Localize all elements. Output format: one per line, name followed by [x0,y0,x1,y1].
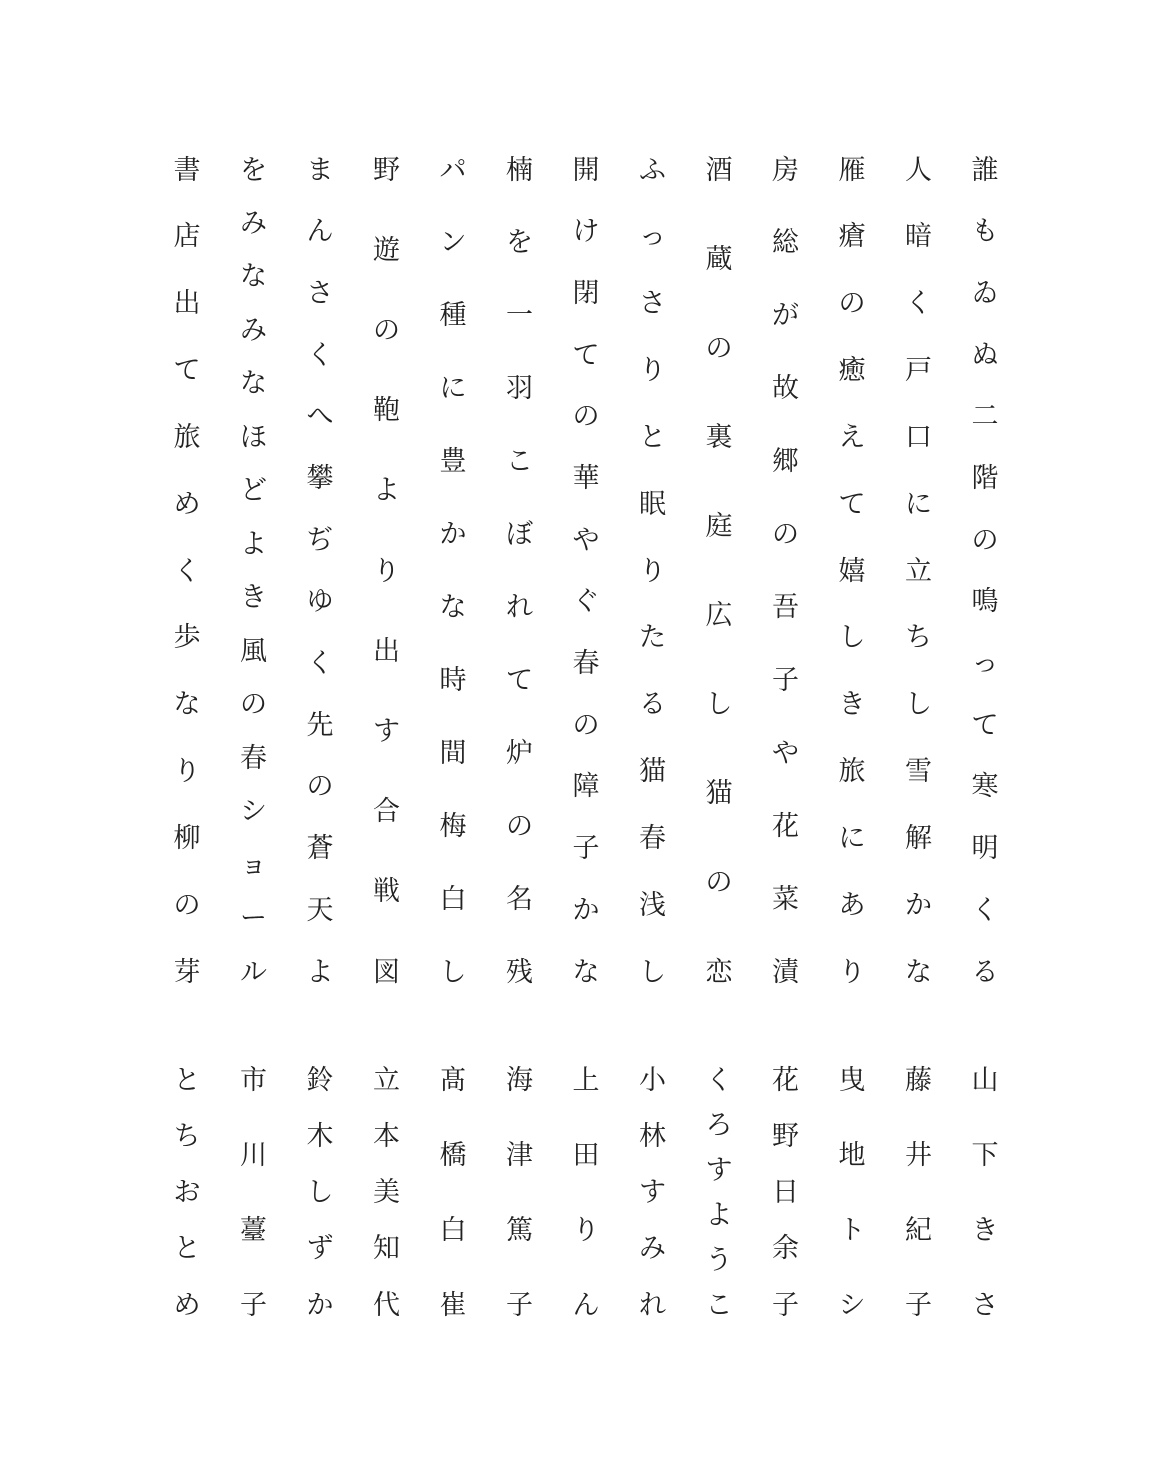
haiku-author-char: 篤 [506,1214,533,1246]
haiku-poem-char: く [905,288,932,320]
haiku-poem-char: し [639,956,666,988]
haiku-author-char: ろ [705,1109,733,1141]
haiku-poem-char: て [838,488,866,520]
haiku-poem-char: 庭 [705,510,733,542]
haiku-poem-char: あ [838,889,866,921]
haiku-author-char: ト [838,1214,866,1246]
haiku-author-char: う [705,1244,733,1276]
haiku-poem-char: 出 [373,635,400,667]
haiku-poem-char: シ [240,796,267,828]
haiku-poem-char: よ [240,528,267,560]
haiku-poem-char: ル [240,956,267,988]
haiku-author-char: れ [639,1289,666,1321]
haiku-poem-char: ほ [240,421,267,453]
haiku-author-char: 小 [639,1064,666,1096]
haiku-poem-char: こ [506,446,533,478]
haiku-poem-char: を [240,154,267,186]
haiku-author-char: シ [838,1289,866,1321]
haiku-poem-char: な [240,368,267,400]
haiku-poem-char: 寒 [971,771,999,803]
haiku-poem-char: 一 [506,300,533,332]
haiku-poem-char: す [373,715,400,747]
haiku-poem-char: ー [240,903,267,935]
haiku-poem-char: し [838,622,866,654]
haiku-poem-char: ぢ [306,524,334,556]
haiku-poem-char: 春 [240,742,267,774]
haiku-poem-char: 名 [506,883,533,915]
haiku-poem-char: ん [306,216,334,248]
haiku-poem-char: 梅 [439,810,467,842]
haiku-author-char: し [306,1177,334,1208]
haiku-poem-char: く [306,339,334,371]
haiku-poem-char: 眠 [639,488,666,520]
haiku-author-char: ず [306,1233,334,1265]
haiku-poem-char: る [971,956,999,988]
haiku-poem-char: 菜 [772,883,799,915]
haiku-poem-char: 子 [772,664,799,696]
haiku-poem-char: さ [639,288,666,320]
haiku-author-char: 美 [373,1177,400,1208]
haiku-poem-char: て [173,355,201,386]
haiku-author-char: 崔 [439,1289,467,1321]
haiku-poem-char: 蒼 [306,833,334,865]
haiku-poem-char: か [905,889,932,921]
haiku-poem-char: 人 [905,154,932,186]
haiku-poem-char: の [572,709,600,741]
haiku-poem-char: め [173,488,201,520]
haiku-poem-char: た [639,622,666,654]
haiku-poem-char: て [572,339,600,371]
haiku-poem-char: み [240,314,267,346]
haiku-poem-char: 吾 [772,591,799,623]
haiku-poem-char: へ [306,401,334,433]
haiku-poem-char: り [639,355,666,386]
haiku-author-char: 花 [772,1064,799,1096]
haiku-author-char: 津 [506,1139,533,1171]
haiku-poem-char: 故 [772,373,799,405]
haiku-poem-char: 芽 [173,956,201,988]
haiku-poem-char: し [905,689,932,721]
haiku-poem-char: や [772,737,799,769]
haiku-author-char: す [705,1154,733,1186]
haiku-poem-char: な [572,956,600,988]
haiku-poem-char: の [306,771,334,803]
haiku-poem-char: く [173,555,201,587]
haiku-poem-char: 炉 [506,737,533,769]
haiku-poem-char: れ [506,591,533,623]
haiku-poem-char: の [173,889,201,921]
haiku-poem-char: ゐ [971,277,999,309]
haiku-poem-char: 攀 [306,462,334,494]
haiku-poem-char: 障 [572,771,600,803]
haiku-poem-char: 階 [971,462,999,494]
haiku-poem-char: 白 [439,883,467,915]
haiku-author-char: 木 [306,1120,334,1152]
haiku-author-char: と [173,1233,201,1265]
haiku-author-char: 白 [439,1214,467,1246]
haiku-poem-char: 店 [173,221,201,253]
haiku-poem-char: 歩 [173,622,201,654]
haiku-poem-char: 雁 [838,154,866,186]
haiku-poem-char: 豊 [439,446,467,478]
haiku-author-char: ち [173,1120,201,1152]
haiku-poem-char: 時 [439,664,467,696]
haiku-author-char: 余 [772,1233,799,1265]
haiku-author-char: 紀 [905,1214,932,1246]
haiku-poem-char: 閉 [572,277,600,309]
haiku-poem-char: 天 [306,894,334,926]
haiku-poem-char: 間 [439,737,467,769]
haiku-author-char: 林 [639,1120,666,1152]
haiku-poem-char: さ [306,277,334,309]
haiku-author-char: こ [705,1289,733,1321]
haiku-poem-char: ど [240,475,267,507]
haiku-poem-char: 遊 [373,234,400,266]
haiku-poem-char: 解 [905,822,932,854]
haiku-author-char: 日 [772,1177,799,1208]
haiku-poem-char: り [173,756,201,787]
haiku-poem-char: の [705,867,733,899]
haiku-poem-char: 嬉 [838,555,866,587]
haiku-poem-char: の [506,810,533,842]
haiku-poem-char: え [838,421,866,453]
haiku-poem-char: な [173,689,201,721]
haiku-poem-char: に [439,373,467,405]
haiku-poem-char: 旅 [838,756,866,787]
haiku-author-char: 橋 [439,1139,467,1171]
haiku-poem-char: 二 [971,401,999,433]
haiku-poem-char: り [838,956,866,988]
haiku-author-char: さ [971,1289,999,1321]
haiku-author-char: め [173,1289,201,1321]
haiku-author-char: 下 [971,1139,999,1171]
haiku-poem-char: 華 [572,462,600,494]
haiku-poem-char: く [971,894,999,926]
haiku-author-char: 地 [838,1139,866,1171]
haiku-poem-char: ぬ [971,339,999,371]
haiku-poem-char: ぐ [572,586,600,618]
haiku-poem-char: 野 [373,154,400,186]
haiku-poem-char: 柳 [173,822,201,854]
haiku-poem-char: 酒 [705,154,733,186]
haiku-author-char: 髙 [439,1064,467,1096]
haiku-poem-char: 広 [705,600,733,632]
haiku-poem-char: や [572,524,600,556]
haiku-poem-char: っ [639,221,666,253]
haiku-poem-char: け [572,216,600,248]
haiku-poem-char: ち [905,622,932,654]
haiku-poem-char: り [373,555,400,587]
haiku-poem-char: 恋 [705,956,733,988]
haiku-poem-char: に [905,488,932,520]
haiku-author-char: 子 [506,1289,533,1321]
haiku-author-char: 子 [905,1289,932,1321]
haiku-poem-char: 先 [306,709,334,741]
haiku-poem-char: 書 [173,154,201,186]
haiku-poem-char: か [439,519,467,551]
haiku-poem-char: の [705,332,733,364]
haiku-poem-char: し [439,956,467,988]
haiku-author-char: 本 [373,1120,400,1152]
haiku-poem-char: 戦 [373,876,400,908]
haiku-author-char: よ [705,1199,733,1231]
haiku-author-char: 知 [373,1233,400,1265]
haiku-author-char: 曳 [838,1064,866,1096]
haiku-poem-char: 房 [772,154,799,186]
haiku-poem-char: ゆ [306,586,334,618]
haiku-poem-char: 開 [572,154,600,186]
haiku-poem-char: パ [439,154,467,186]
haiku-author-char: す [639,1177,666,1208]
haiku-poem-char: 癒 [838,355,866,386]
haiku-poem-char: 子 [572,833,600,865]
haiku-poem-char: の [772,519,799,551]
haiku-poem-char: 猫 [639,756,666,787]
haiku-author-char: 代 [373,1289,400,1321]
haiku-poem-char: 立 [905,555,932,587]
haiku-poem-char: 漬 [772,956,799,988]
haiku-poem-char: 裏 [705,421,733,453]
haiku-author-char: 市 [240,1064,267,1096]
haiku-author-char: り [572,1214,600,1246]
haiku-author-char: 田 [572,1139,600,1171]
haiku-author-char: と [173,1064,201,1096]
haiku-author-char: 藤 [905,1064,932,1096]
haiku-poem-char: き [838,689,866,721]
haiku-poem-char: が [772,300,799,332]
haiku-poem-char: 浅 [639,889,666,921]
haiku-poem-char: 風 [240,635,267,667]
haiku-poem-char: ぼ [506,519,533,551]
haiku-poem-char: の [838,288,866,320]
haiku-poem-char: て [506,664,533,696]
haiku-author-char: 川 [240,1139,267,1171]
haiku-poem-char: 瘡 [838,221,866,253]
haiku-poem-char: な [240,261,267,293]
haiku-poem-char: み [240,207,267,239]
haiku-author-char: 薹 [240,1214,267,1246]
haiku-poem-char: 合 [373,796,400,828]
haiku-poem-char: な [905,956,932,988]
haiku-poem-char: の [373,314,400,346]
haiku-poem-char: 春 [572,648,600,680]
haiku-poem-char: 口 [905,421,932,453]
haiku-poem-char: ま [306,154,334,186]
haiku-poem-char: 旅 [173,421,201,453]
haiku-poem-char: よ [306,956,334,988]
haiku-author-char: 井 [905,1139,932,1171]
haiku-author-char: か [306,1289,334,1321]
haiku-poem-char: 出 [173,288,201,320]
haiku-poem-char: 蔵 [705,243,733,275]
haiku-poem-char: と [639,421,666,453]
haiku-author-char: 山 [971,1064,999,1096]
haiku-poem-char: ン [439,227,467,259]
haiku-poem-char: 鞄 [373,395,400,427]
haiku-author-char: く [705,1064,733,1096]
haiku-poem-char: に [838,822,866,854]
haiku-poem-char: 春 [639,822,666,854]
haiku-poem-char: く [306,648,334,680]
haiku-poem-char: し [705,689,733,721]
haiku-author-char: き [971,1214,999,1246]
haiku-poem-char: 図 [373,956,400,988]
haiku-author-char: 子 [772,1289,799,1321]
haiku-poem-char: 種 [439,300,467,332]
haiku-author-char: 野 [772,1120,799,1152]
haiku-poem-char: 戸 [905,355,932,386]
haiku-author-char: お [173,1177,201,1208]
haiku-poem-char: ョ [240,849,267,881]
haiku-poem-char: 鳴 [971,586,999,618]
haiku-author-char: 立 [373,1064,400,1096]
haiku-poem-char: も [971,216,999,248]
haiku-poem-char: る [639,689,666,721]
haiku-author-char: 子 [240,1289,267,1321]
haiku-poem-char: の [971,524,999,556]
haiku-poem-char: の [240,689,267,721]
haiku-poem-char: て [971,709,999,741]
haiku-poem-char: 花 [772,810,799,842]
haiku-poem-char: 残 [506,956,533,988]
haiku-poem-char: 明 [971,833,999,865]
haiku-author-char: 鈴 [306,1064,334,1096]
haiku-poem-char: な [439,591,467,623]
haiku-poem-char: り [639,555,666,587]
haiku-poem-char: 誰 [971,154,999,186]
haiku-author-char: ん [572,1289,600,1321]
haiku-author-char: 上 [572,1064,600,1096]
haiku-poem-char: 羽 [506,373,533,405]
haiku-poem-char: ふ [639,154,666,186]
haiku-poem-char: っ [971,648,999,680]
haiku-poem-char: 猫 [705,778,733,810]
haiku-poem-char: 総 [772,227,799,259]
haiku-poem-char: か [572,894,600,926]
haiku-poem-char: 郷 [772,446,799,478]
haiku-author-char: 海 [506,1064,533,1096]
haiku-author-char: み [639,1233,666,1265]
haiku-poem-char: き [240,582,267,614]
haiku-poem-char: 楠 [506,154,533,186]
haiku-poem-char: の [572,401,600,433]
haiku-poem-char: 雪 [905,756,932,787]
haiku-poem-char: を [506,227,533,259]
haiku-poem-char: よ [373,475,400,507]
haiku-poem-char: 暗 [905,221,932,253]
